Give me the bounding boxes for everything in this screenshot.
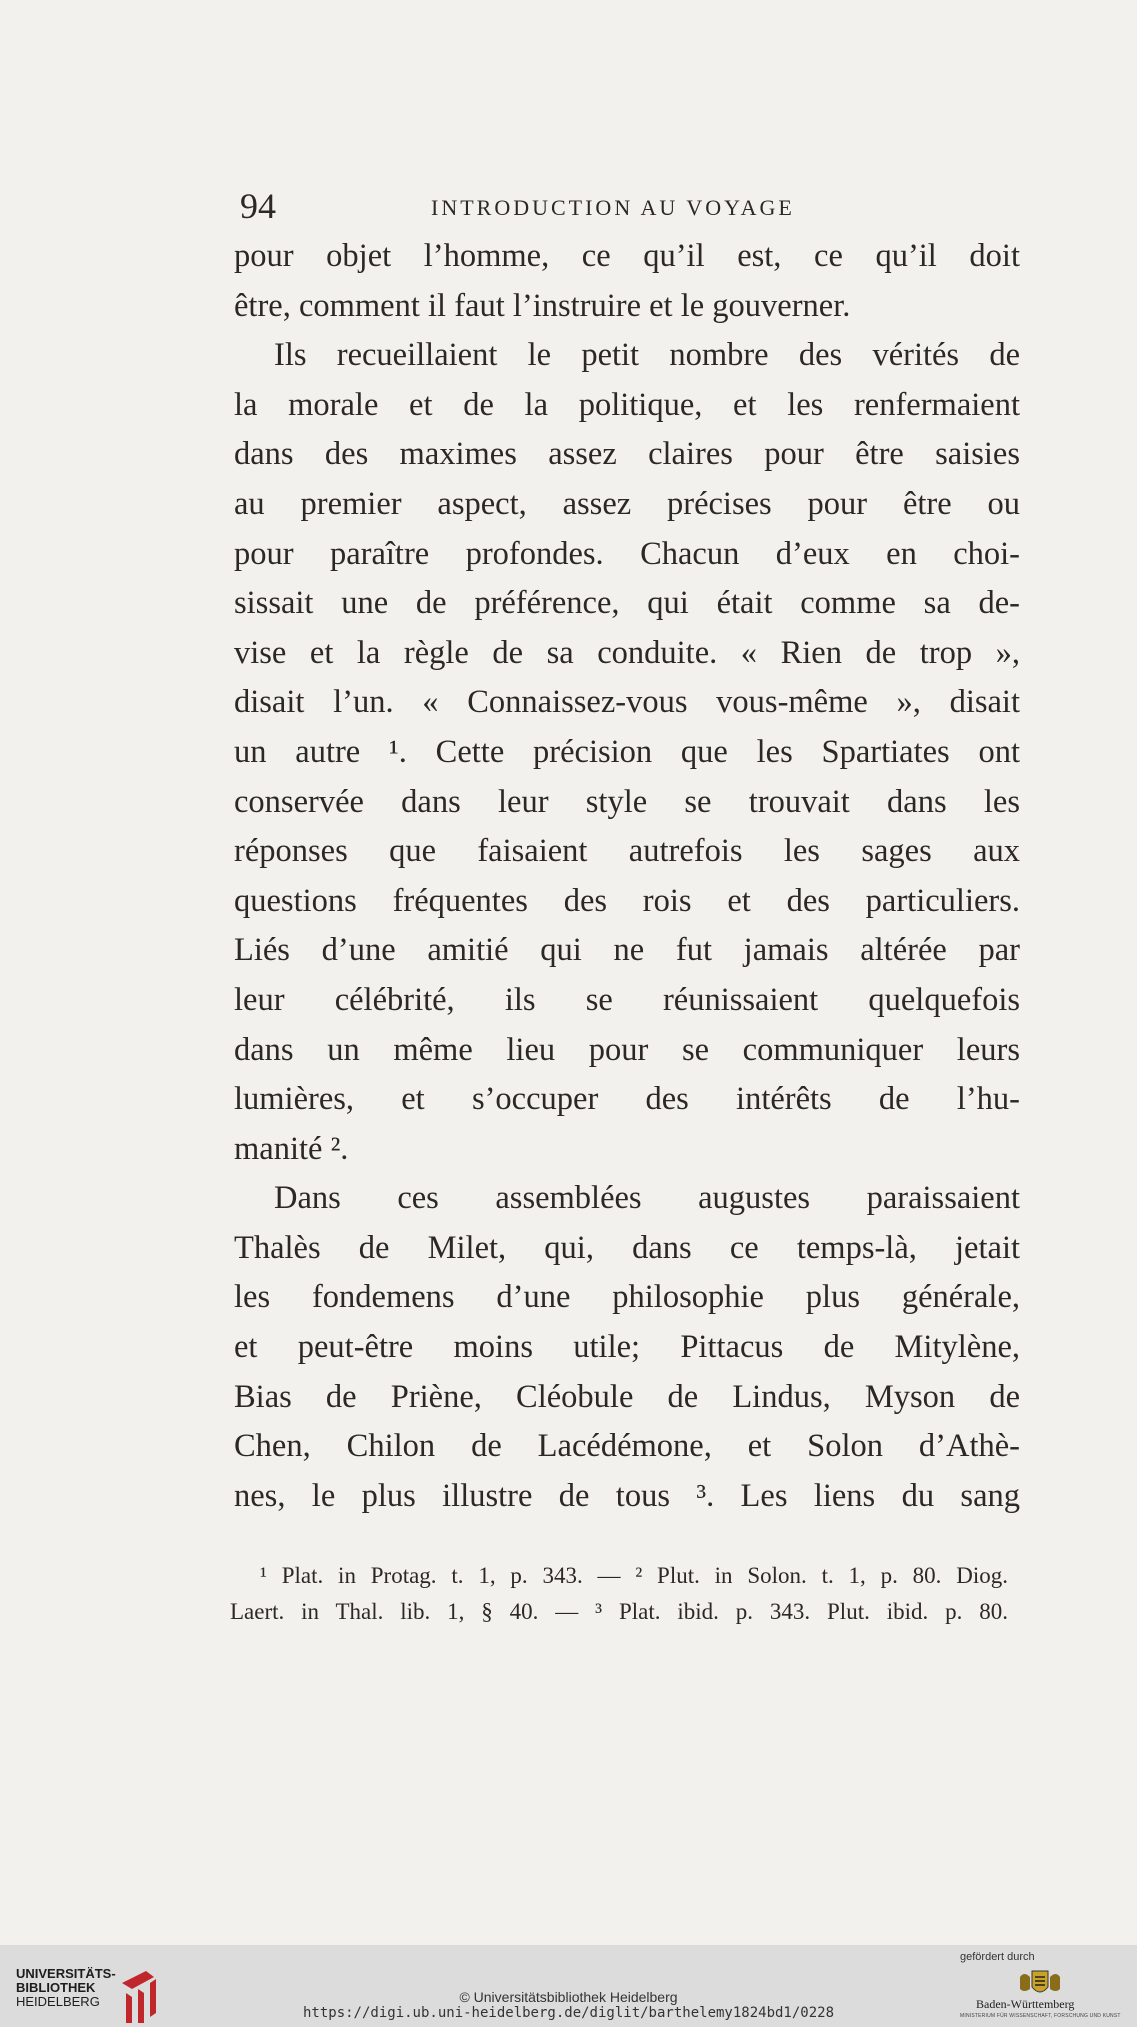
running-title: INTRODUCTION AU VOYAGE	[431, 195, 795, 220]
text-line: lumières, et s’occuper des intérêts de l’hu-	[234, 1081, 1020, 1118]
copyright-notice: © Universitätsbibliothek Heidelberg	[459, 1989, 678, 2005]
text-line: Chen, Chilon de Lacédémone, et Solon d’Athè-	[234, 1428, 1020, 1465]
text-line: pour paraître profondes. Chacun d’eux en choi-	[234, 535, 1020, 572]
text-line: sissait une de préférence, qui était comme sa de-	[234, 585, 1020, 622]
sponsor-subtitle: MINISTERIUM FÜR WISSENSCHAFT, FORSCHUNG UND KUNST	[960, 2013, 1121, 2019]
coat-of-arms-icon	[1016, 1969, 1064, 1999]
text-line: Ils recueillaient le petit nombre des vérités de	[274, 337, 1020, 374]
footnote-line: Laert. in Thal. lib. 1, § 40. — ³ Plat. ibid. p. 343. Plut. ibid. p. 80.	[230, 1599, 1008, 1624]
text-line: Thalès de Milet, qui, dans ce temps-là, jetait	[234, 1229, 1020, 1266]
text-line: les fondemens d’une philosophie plus générale,	[234, 1279, 1020, 1316]
text-line: un autre ¹. Cette précision que les Spartiates ont	[234, 733, 1020, 770]
text-line: au premier aspect, assez précises pour être ou	[234, 485, 1020, 522]
library-name-line: UNIVERSITÄTS-	[16, 1966, 116, 1981]
footnote-line: ¹ Plat. in Protag. t. 1, p. 343. — ² Plut. in Solon. t. 1, p. 80. Diog.	[260, 1563, 1008, 1588]
text-line: nes, le plus illustre de tous ³. Les liens du sang	[234, 1477, 1020, 1514]
text-line: être, comment il faut l’instruire et le gouverner.	[234, 287, 851, 324]
sponsor-block	[960, 1951, 1130, 2025]
text-line: vise et la règle de sa conduite. « Rien de trop »,	[234, 634, 1020, 671]
text-line: dans des maximes assez claires pour être saisies	[234, 436, 1020, 473]
text-line: dans un même lieu pour se communiquer leurs	[234, 1031, 1020, 1068]
page-number: 94	[240, 186, 276, 226]
text-line: questions fréquentes des rois et des particuliers.	[234, 882, 1020, 919]
text-line: Dans ces assemblées augustes paraissaient	[274, 1180, 1020, 1217]
text-line: conservée dans leur style se trouvait dans les	[234, 783, 1020, 820]
permalink-url[interactable]: https://digi.ub.uni-heidelberg.de/diglit/barthelemy1824bd1/0228	[302, 2005, 834, 2021]
library-name-line: HEIDELBERG	[16, 1994, 100, 2009]
sponsor-name: Baden-Württemberg	[976, 1997, 1075, 2011]
text-line: manité ².	[234, 1130, 349, 1167]
sponsor-label: gefördert durch	[960, 1951, 1035, 1963]
text-line: et peut-être moins utile; Pittacus de Mitylène,	[234, 1329, 1020, 1366]
library-name-line: BIBLIOTHEK	[16, 1980, 96, 1995]
text-line: pour objet l’homme, ce qu’il est, ce qu’il doit	[234, 238, 1020, 274]
text-line: Bias de Priène, Cléobule de Lindus, Myson de	[234, 1378, 1020, 1415]
text-line: réponses que faisaient autrefois les sages aux	[234, 833, 1020, 870]
footnotes	[230, 1558, 1008, 1630]
text-line: Liés d’une amitié qui ne fut jamais altérée par	[234, 932, 1020, 969]
main-text	[234, 232, 1020, 1521]
text-line: disait l’un. « Connaissez-vous vous-même », disait	[234, 684, 1020, 721]
text-line: la morale et de la politique, et les renfermaient	[234, 386, 1020, 423]
text-line: leur célébrité, ils se réunissaient quelquefois	[234, 981, 1020, 1018]
viewer-footer	[0, 1945, 1137, 2027]
running-head	[236, 186, 1021, 226]
